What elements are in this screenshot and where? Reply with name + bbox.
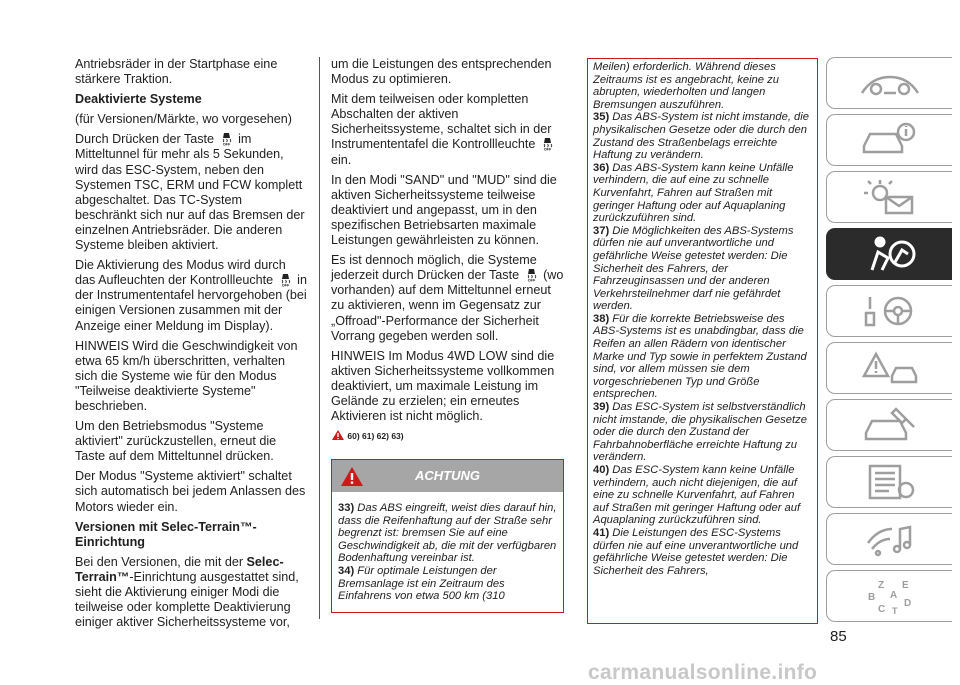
note — [593, 401, 812, 464]
note-text: Die Leistungen des ESC-Systems dürfen nie auf eine unverantwortliche und gefährliche Weise getestet werden: Die Sicherheit des Fahrers, — [593, 526, 799, 577]
esc-off-icon — [220, 132, 233, 146]
tab-dashboard[interactable] — [826, 57, 952, 109]
paragraph — [75, 555, 307, 630]
achtung-body — [332, 492, 563, 603]
warning-triangle-car-icon — [858, 348, 922, 388]
note-number: 41) — [593, 526, 610, 539]
note — [593, 225, 812, 313]
text-column-left — [75, 57, 307, 635]
driving-steering-icon — [858, 291, 922, 331]
technical-data-icon — [858, 462, 922, 502]
note-text: Für optimale Leistungen der Bremsanlage ist ein Zeitraum des Einfahrens von etwa 500 km (310 — [338, 564, 505, 603]
achtung-title: ACHTUNG — [415, 468, 480, 483]
paragraph: HINWEIS Wird die Geschwindigkeit von etwa 65 km/h überschritten, verhalten sich die Systeme wie für den Modus "Teilweise deaktivierte Systeme" beschrieben. — [75, 338, 298, 413]
paragraph — [331, 253, 564, 344]
note-text: Das ABS-System kann keine Unfälle verhindern, die auf eine zu schnelle Kurvenfahrt, Fahren auf Straßen mit geringer Haftung oder auf Aquaplaning zurückzuführen sind. — [593, 161, 794, 225]
note-number: 33) — [338, 502, 355, 514]
achtung-header — [332, 460, 563, 492]
text: ein. — [331, 152, 352, 167]
paragraph: In den Modi "SAND" und "MUD" sind die aktiven Sicherheitssysteme teilweise deaktiviert und angepasst, um in den spezifischen Betriebsarten maximale Leistungen gewährleisten zu können. — [331, 172, 557, 248]
text: Die Aktivierung des Modus wird durch das Aufleuchten der Kontrollleuchte — [75, 258, 286, 288]
tab-index[interactable] — [826, 570, 952, 622]
tab-lights-messages[interactable] — [826, 171, 952, 223]
note-text: Das ABS-System ist nicht imstande, die physikalischen Gesetze oder die durch den Zustand des Straßenbelags erreichte Haftung zu verändern. — [593, 111, 809, 162]
footnote-numbers: 60) 61) 62) 63) — [347, 431, 404, 442]
multimedia-icon — [858, 519, 922, 559]
car-info-icon — [858, 120, 922, 160]
note — [593, 527, 812, 577]
tab-emergency[interactable] — [826, 342, 952, 394]
tab-technical-data[interactable] — [826, 456, 952, 508]
svg-text:OFF: OFF — [281, 283, 289, 288]
text: in der Instrumententafel hervorgehoben (bei einigen Versionen zusammen mit der Anzeige einer Meldung im Display). — [75, 273, 307, 333]
achtung-warning-box — [331, 459, 564, 613]
note — [593, 111, 812, 161]
note — [593, 162, 812, 225]
safety-airbag-icon — [858, 234, 922, 274]
text: Durch Drücken der Taste — [75, 132, 215, 147]
service-wrench-icon — [858, 405, 922, 445]
text: (wo vorhanden) auf dem Mitteltunnel erneut zu aktivieren, wenn im Gegensatz zur „Offroad"-Performance der Sicherheit Vorrang gegeben werden soll. — [331, 268, 564, 343]
note-text: Für die korrekte Betriebsweise des ABS-Systems ist es unabdingbar, dass die Reifen an allen Rädern von identischer Marke und Typ sowie in perfektem Zustand sind, vor allem müssen sie dem vorgeschriebenen Typ und Größe entsprechen. — [593, 312, 807, 401]
note — [593, 464, 812, 527]
note-number: 35) — [593, 111, 610, 124]
section-heading-selec-terrain: Versionen mit Selec-Terrain™-Einrichtung — [75, 519, 257, 549]
note-number: 40) — [593, 464, 610, 476]
paragraph: Antriebsräder in der Startphase eine stärkere Traktion. — [75, 57, 278, 87]
note — [593, 313, 812, 401]
text-column-middle — [331, 57, 564, 449]
text: Es ist dennoch möglich, die Systeme jederzeit durch Drücken der Taste — [331, 253, 537, 283]
svg-text:C: C — [877, 604, 885, 615]
note — [338, 502, 557, 565]
page-number: 85 — [830, 628, 847, 645]
text: -Einrichtung ausgestattet sind, sieht die Aktivierung einiger Modi die teilweise oder komplette Deaktivierung einiger aktiver Sicherheitssysteme vor, — [75, 569, 299, 630]
tab-service[interactable] — [826, 399, 952, 451]
esc-off-icon — [525, 268, 538, 282]
note-text: Das ESC-System ist selbstverständlich nicht imstande, die physikalischen Gesetze oder die durch den Zustand der Fahrbahnoberfläche erreichte Haftung zu verändern. — [593, 401, 807, 464]
paragraph: Der Modus "Systeme aktiviert" schaltet sich automatisch bei jedem Anlassen des Motors wieder ein. — [75, 469, 306, 514]
note-continuation: Meilen) erforderlich. Während dieses Zeitraums ist es angebracht, keine zu abrupten, wiederholten und langen Bremsungen auszuführen. — [593, 61, 779, 111]
lights-message-icon — [858, 177, 922, 217]
warning-notes-continued-box — [587, 58, 818, 624]
text: Mit dem teilweisen oder kompletten Abschalten der aktiven Sicherheitssysteme, schaltet sich in der Instrumententafel die Kontrollleuchte — [331, 92, 552, 152]
text: Bei den Versionen, die mit der — [75, 554, 244, 569]
svg-text:D: D — [903, 598, 911, 609]
note-number: 34) — [338, 564, 355, 577]
column-divider — [319, 57, 320, 619]
index-alphabet-icon — [858, 576, 922, 616]
dashboard-car-icon — [858, 63, 922, 103]
note-number: 39) — [593, 401, 610, 414]
esc-off-warning-light-icon — [279, 273, 292, 287]
esc-off-warning-light-icon — [541, 137, 554, 151]
paragraph: Um den Betriebsmodus "Systeme aktiviert" zurückzustellen, erneut die Taste auf dem Mitteltunnel drücken. — [75, 419, 277, 464]
note-number: 37) — [593, 224, 610, 237]
svg-text:OFF: OFF — [527, 278, 535, 283]
section-heading-deactivated-systems: Deaktivierte Systeme — [75, 92, 202, 107]
svg-text:T: T — [891, 606, 897, 616]
text: im Mitteltunnel für mehr als 5 Sekunden, wird das ESC-System, neben den Systemen TSC, ERM und FCW komplett abgeschaltet. Das TC-System beschränkt sich nur auf das Bremsen der einzelnen Antriebsräder. Die anderen Systeme bleiben aktiviert. — [75, 132, 305, 253]
note-number: 38) — [593, 312, 610, 325]
text-bold: Selec-Terrain™ — [75, 554, 284, 584]
tab-multimedia[interactable] — [826, 513, 952, 565]
svg-text:OFF: OFF — [222, 142, 230, 147]
svg-text:Z: Z — [877, 580, 884, 591]
warning-triangle-icon — [331, 429, 345, 441]
svg-text:B: B — [867, 592, 875, 603]
note-text: Die Möglichkeiten des ABS-Systems dürfen nie auf unverantwortliche und gefährliche Weise getestet werden: Die Sicherheit des Fahrers, der Fahrzeuginsassen und der anderen Verkehrsteilnehmer darf nie gefährdet werden. — [593, 224, 794, 313]
note — [338, 565, 557, 603]
paragraph — [75, 258, 307, 333]
note-text: Das ESC-System kann keine Unfälle verhindern, auch nicht diejenigen, die auf eine zu schnelle Kurvenfahrt, auf Fahren auf Straßen mit geringer Haftung oder auf Aquaplaning zurückzuführen sind. — [593, 464, 801, 527]
paragraph: um die Leistungen des entsprechenden Modus zu optimieren. — [331, 57, 552, 87]
footnote-references — [331, 429, 564, 444]
tab-car-info[interactable] — [826, 114, 952, 166]
watermark: carmanualsonline.info — [588, 661, 818, 684]
tab-driving[interactable] — [826, 285, 952, 337]
paragraph: HINWEIS Im Modus 4WD LOW sind die aktiven Sicherheitssysteme vollkommen deaktiviert, um maximale Leistung im Gelände zu erzielen; ein erneutes Aktivieren ist nicht möglich. — [331, 348, 555, 424]
note-text: Das ABS eingreift, weist dies darauf hin, dass die Reifenhaftung auf der Straße sehr begrenzt ist: bremsen Sie auf eine Geschwindigkeit ab, die mit der verfügbaren Bodenhaftung vereinbar ist. — [338, 502, 557, 565]
paragraph — [331, 92, 564, 167]
svg-text:OFF: OFF — [543, 148, 552, 152]
paragraph — [75, 132, 307, 253]
svg-text:E: E — [901, 580, 909, 591]
svg-text:A: A — [889, 590, 897, 601]
chapter-tabs — [826, 57, 952, 627]
tab-safety[interactable] — [826, 228, 952, 280]
note-number: 36) — [593, 161, 610, 174]
paragraph: (für Versionen/Märkte, wo vorgesehen) — [75, 112, 292, 127]
